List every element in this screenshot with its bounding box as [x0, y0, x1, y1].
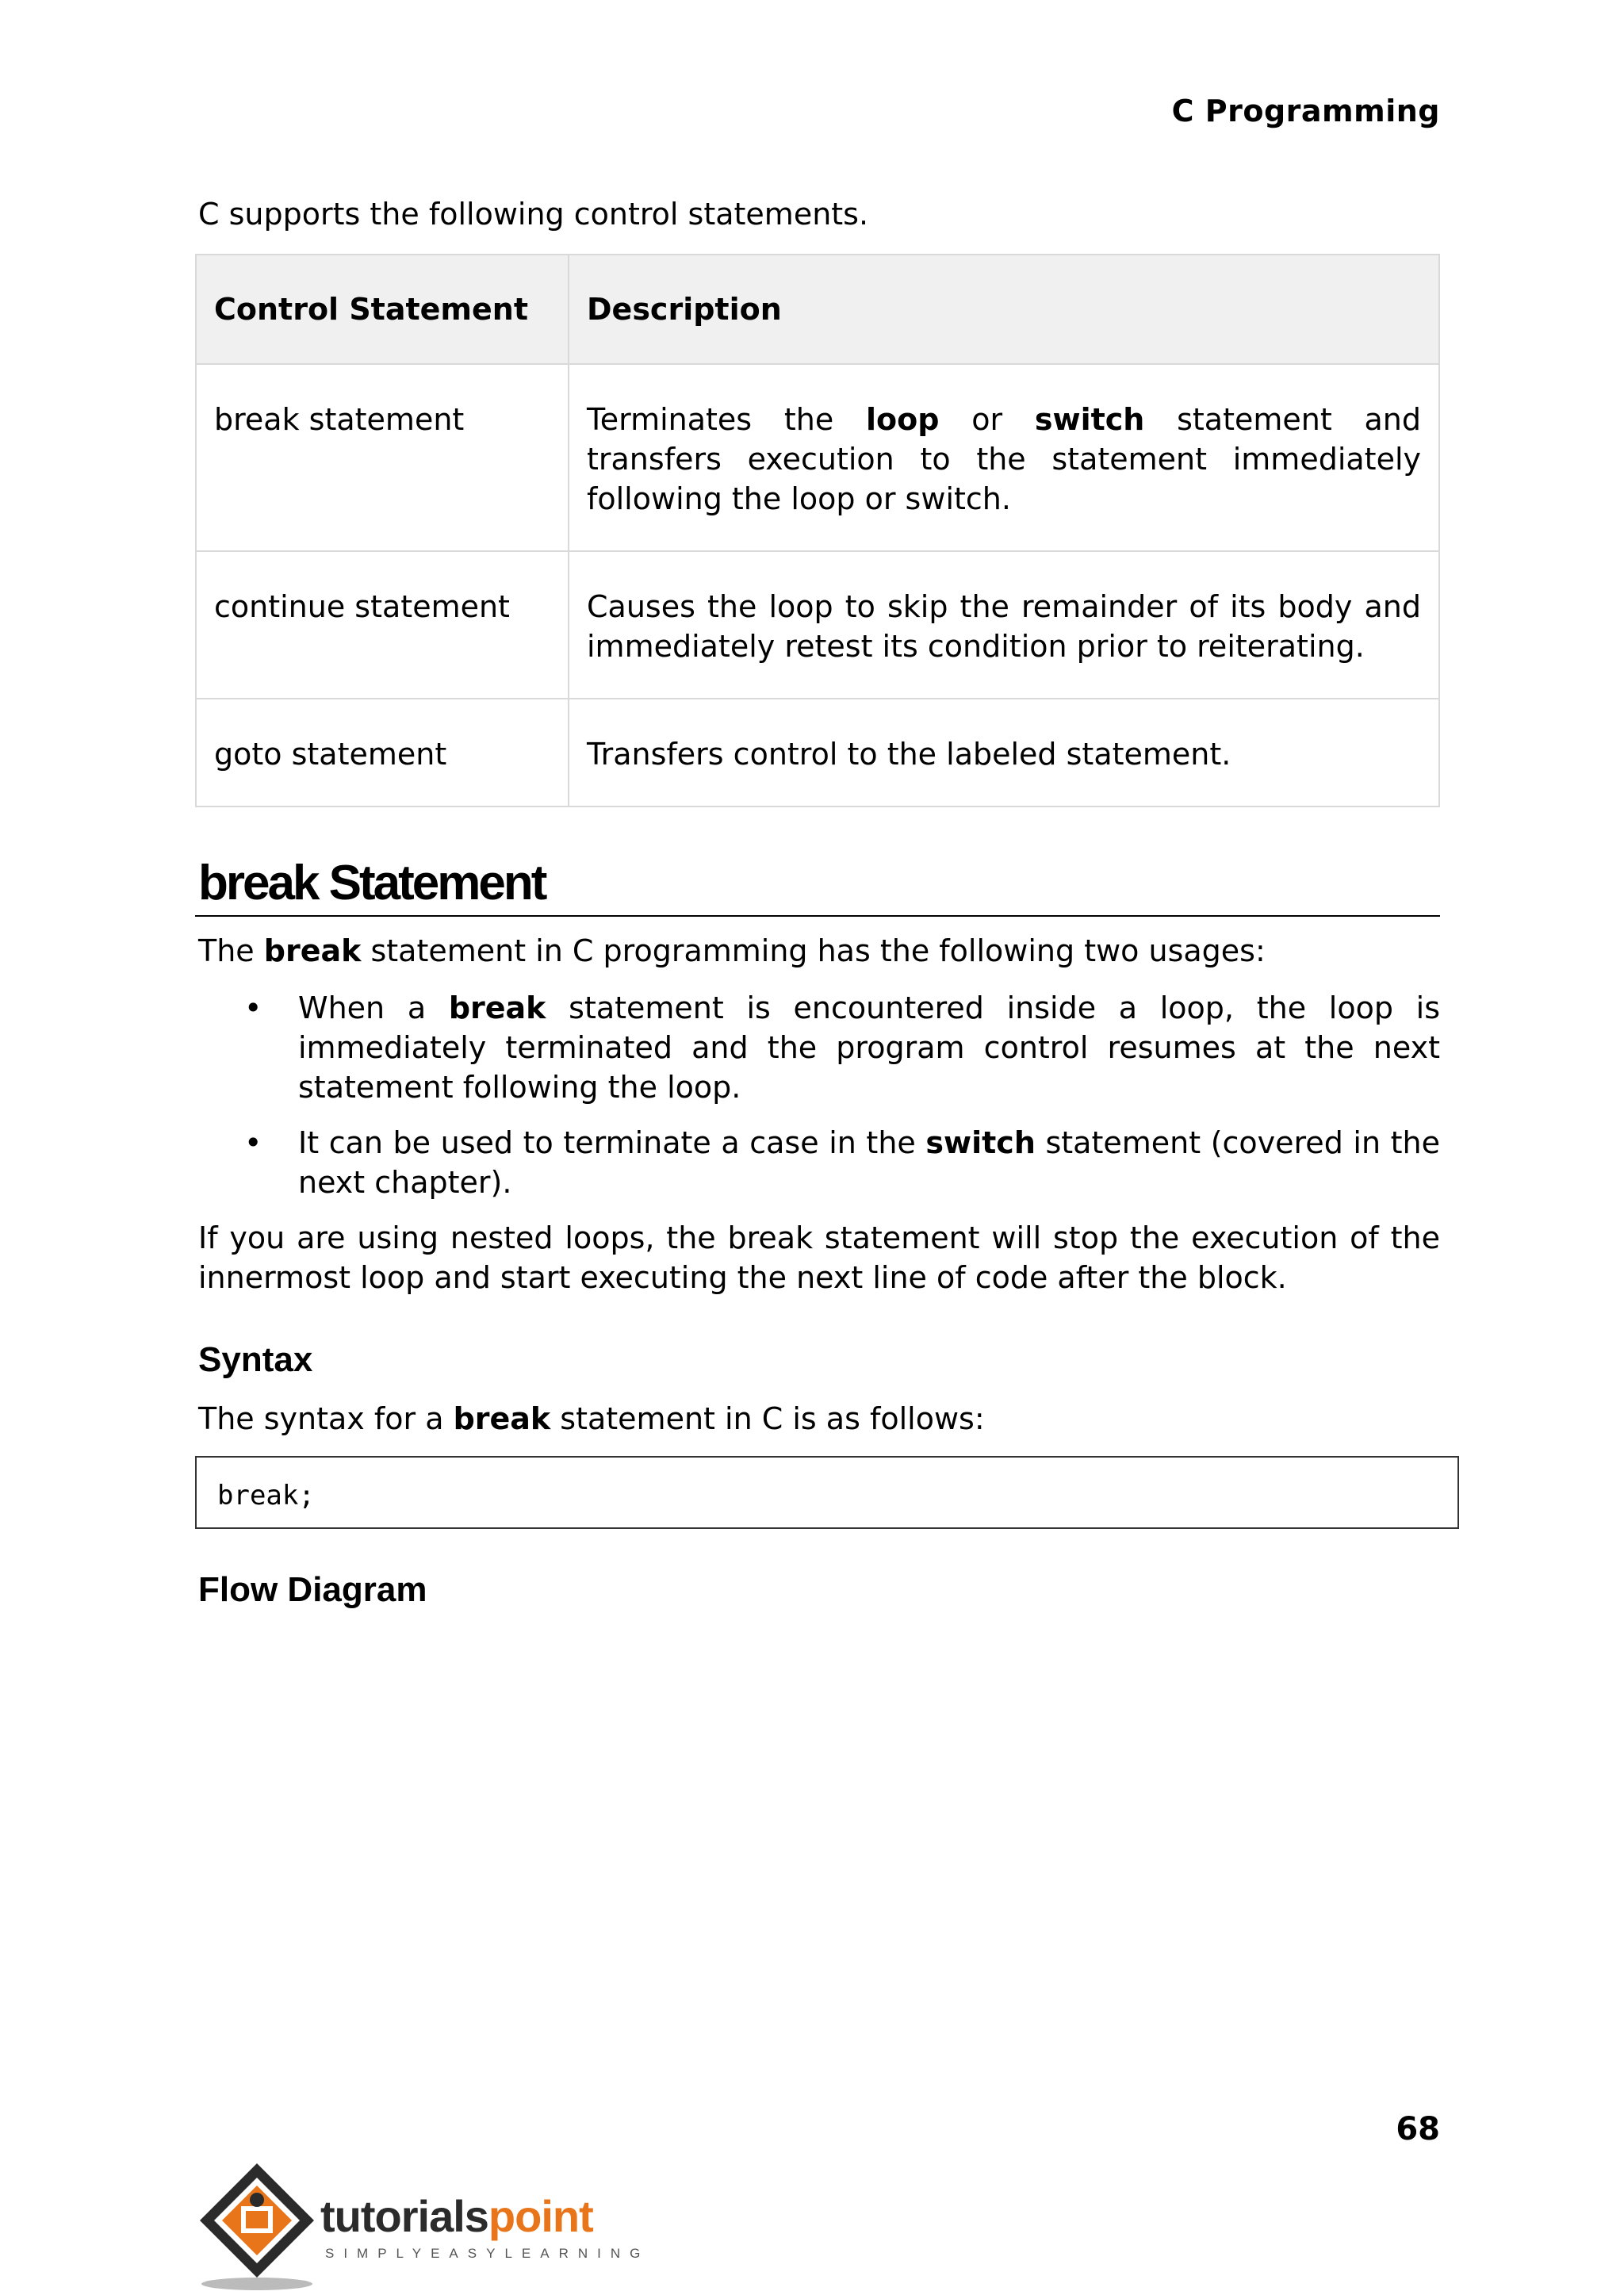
text: The: [198, 933, 264, 968]
keyword: break: [448, 990, 546, 1025]
text: When a: [298, 990, 449, 1025]
text: It can be used to terminate a case in the: [298, 1125, 926, 1160]
logo-word-point: point: [488, 2191, 593, 2241]
table-row: [196, 364, 1439, 551]
section-divider: [195, 915, 1440, 917]
intro-text: C supports the following control statements.: [198, 197, 869, 232]
statement-cell: continue statement: [196, 551, 569, 699]
table-header-row: [196, 255, 1439, 364]
description-cell: Transfers control to the labeled statement.: [569, 699, 1439, 807]
list-item: [198, 988, 1440, 1107]
table-row: [196, 699, 1439, 807]
desc-keyword: loop: [866, 402, 940, 437]
bullet-icon: •: [244, 990, 262, 1025]
bullet-icon: •: [244, 1125, 262, 1160]
list-item: [198, 1123, 1440, 1202]
description-cell: [569, 364, 1439, 551]
logo-tagline: SIMPLYEASYLEARNING: [325, 2246, 650, 2261]
syntax-heading: Syntax: [198, 1340, 313, 1379]
control-statements-table: [195, 254, 1440, 807]
section-title: break Statement: [198, 856, 546, 910]
table-row: [196, 551, 1439, 699]
statement-cell: break statement: [196, 364, 569, 551]
desc-text: Terminates the: [587, 402, 866, 437]
code-block: break;: [195, 1456, 1459, 1529]
keyword: break: [453, 1401, 551, 1436]
desc-keyword: switch: [1034, 402, 1145, 437]
keyword: switch: [925, 1125, 1036, 1160]
desc-text: or: [939, 402, 1035, 437]
desc-text: statement and transfers execution to the statement immediately following the loop or switch.: [587, 402, 1421, 516]
page-number: 68: [1396, 2111, 1440, 2147]
text: statement in C programming has the following two usages:: [361, 933, 1266, 968]
flow-diagram-heading: Flow Diagram: [198, 1570, 427, 1609]
text: statement in C is as follows:: [550, 1401, 985, 1436]
logo-diamond-icon: [193, 2157, 320, 2292]
logo-word-tutorials: tutorials: [320, 2191, 488, 2241]
paragraph-usages: [198, 931, 1440, 971]
paragraph-nested-loops: If you are using nested loops, the break statement will stop the execution of the innermost loop and start executing the next line of code after the block.: [198, 1220, 1440, 1295]
text: statement (covered in the next chapter).: [298, 1125, 1440, 1200]
keyword: break: [263, 933, 362, 968]
usage-list: [198, 988, 1440, 1218]
text: The syntax for a: [198, 1401, 454, 1436]
tutorialspoint-logo: [193, 2157, 650, 2292]
running-header: C Programming: [1171, 94, 1440, 128]
table-header-cell: Description: [569, 255, 1439, 364]
logo-wordmark: [320, 2190, 593, 2242]
table-header-cell: Control Statement: [196, 255, 569, 364]
text: statement is encountered inside a loop, the loop is immediately terminated and the program control resumes at the next statement following the loop.: [298, 990, 1440, 1105]
statement-cell: goto statement: [196, 699, 569, 807]
description-cell: Causes the loop to skip the remainder of its body and immediately retest its condition prior to reiterating.: [569, 551, 1439, 699]
paragraph-syntax: [198, 1399, 1440, 1439]
